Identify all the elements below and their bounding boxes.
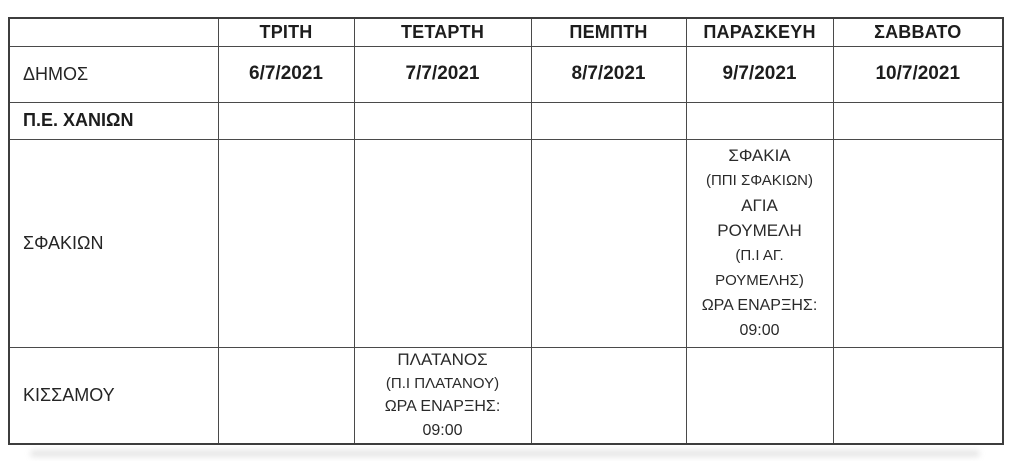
empty-cell (354, 102, 531, 139)
empty-cell (833, 102, 1003, 139)
date-cell-savvato: 10/7/2021 (833, 46, 1003, 102)
date-row (9, 46, 1003, 102)
empty-cell (218, 139, 354, 347)
event-line: (ΠΠΙ ΣΦΑΚΙΩΝ) (705, 172, 814, 189)
date-cell-tetarti: 7/7/2021 (354, 46, 531, 102)
event-line: ΩΡΑ ΕΝΑΡΞΗΣ: (384, 398, 501, 416)
col-header-paraskevi: ΠΑΡΑΣΚΕΥΗ (686, 18, 833, 46)
col-header-savvato: ΣΑΒΒΑΤΟ (833, 18, 1003, 46)
event-cell-platanos (354, 347, 531, 444)
col-header-tetarti: ΤΕΤΑΡΤΗ (354, 18, 531, 46)
header-row (9, 18, 1003, 46)
schedule-table (8, 17, 1004, 445)
empty-cell (531, 102, 686, 139)
row-label-dimos: ΔΗΜΟΣ (9, 46, 218, 102)
empty-cell (686, 347, 833, 444)
empty-cell (218, 102, 354, 139)
section-row (9, 102, 1003, 139)
table-row-sfakion (9, 139, 1003, 347)
event-line: ΑΓΙΑ (741, 196, 778, 215)
event-line: (Π.Ι ΠΛΑΤΑΝΟΥ) (385, 374, 500, 392)
date-cell-paraskevi: 9/7/2021 (686, 46, 833, 102)
empty-cell (833, 139, 1003, 347)
empty-cell (686, 102, 833, 139)
empty-cell (354, 139, 531, 347)
empty-cell (531, 139, 686, 347)
event-line: ΩΡΑ ΕΝΑΡΞΗΣ: (701, 297, 818, 314)
event-line: 09:00 (739, 322, 780, 339)
event-line: ΡΟΥΜΕΛΗΣ) (715, 272, 804, 289)
table-row-kissamou (9, 347, 1003, 444)
event-line: 09:00 (422, 421, 463, 439)
row-label-sfakion: ΣΦΑΚΙΩΝ (9, 139, 218, 347)
empty-cell (218, 347, 354, 444)
col-header-triti: ΤΡΙΤΗ (218, 18, 354, 46)
scan-artifact (30, 450, 980, 457)
event-line: (Π.Ι ΑΓ. (735, 247, 784, 264)
event-line: ΠΛΑΤΑΝΟΣ (397, 350, 488, 370)
date-cell-pempti: 8/7/2021 (531, 46, 686, 102)
empty-cell (531, 347, 686, 444)
event-line: ΣΦΑΚΙΑ (728, 146, 791, 165)
row-label-pe-chanion: Π.Ε. ΧΑΝΙΩΝ (9, 102, 218, 139)
row-label-kissamou: ΚΙΣΣΑΜΟΥ (9, 347, 218, 444)
date-cell-triti: 6/7/2021 (218, 46, 354, 102)
corner-cell (9, 18, 218, 46)
event-line: ΡΟΥΜΕΛΗ (717, 221, 802, 240)
empty-cell (833, 347, 1003, 444)
col-header-pempti: ΠΕΜΠΤΗ (531, 18, 686, 46)
event-cell-sfakia (686, 139, 833, 347)
